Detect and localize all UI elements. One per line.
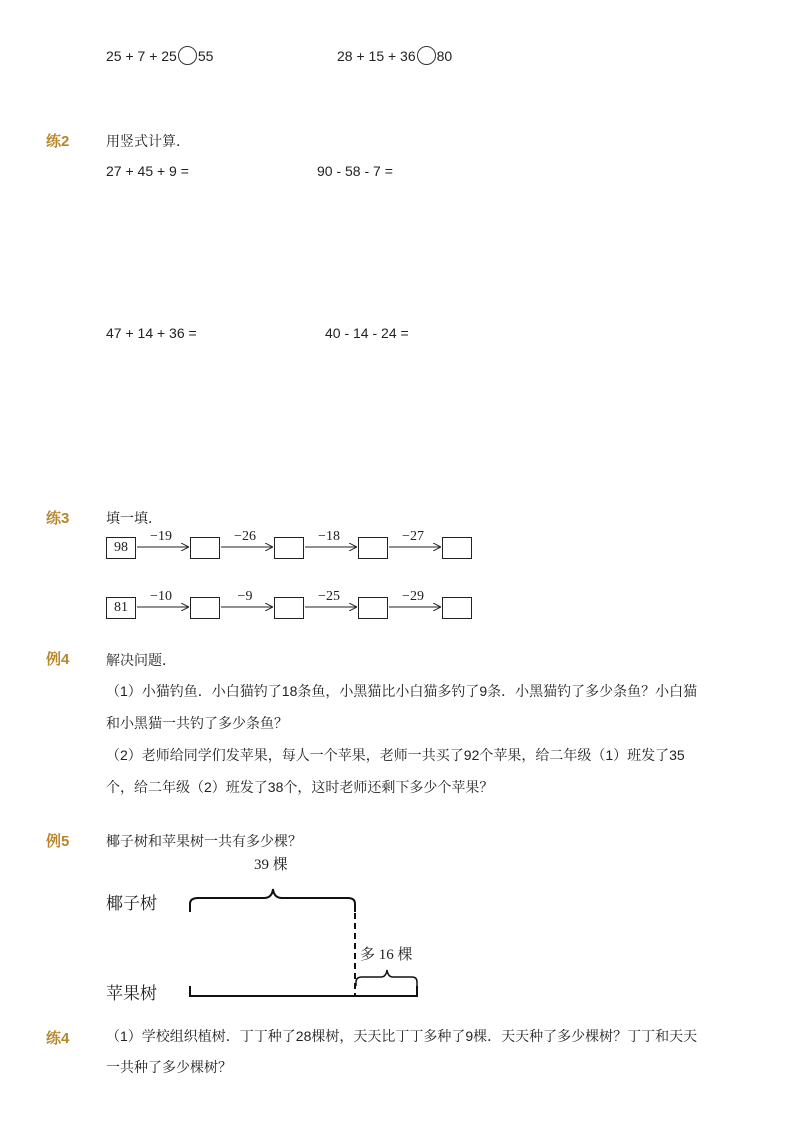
row1-op-1: −19 [150,529,172,544]
extra-bracket [356,970,417,986]
example4-p1-line2: 和小黑猫一共钓了多少条鱼？ [106,715,288,731]
example4-p2-line2: 个，给二年级（2）班发了38个，这时老师还剩下多少个苹果？ [106,779,494,795]
ex2-question-3: 47 + 14 + 36 = [106,325,197,341]
compare-left-expr: 25 + 7 + 25 [106,48,177,64]
row2-op-4: −29 [402,589,424,604]
compare-right-value: 80 [436,48,453,64]
example4-p2-line1: （2）老师给同学们发苹果，每人一个苹果，老师一共买了92个苹果，给二年级（1）班发了35 [106,747,685,763]
ex4-p1-line1: （1）学校组织植树．丁丁种了28棵树，天天比丁丁多种了9棵．天天种了多少棵树？丁丁和天天 [106,1028,698,1044]
example4-p1-line1: （1）小猫钓鱼．小白猫钓了18条鱼，小黑猫比小白猫多钓了9条．小黑猫钓了多少条鱼？小白猫 [106,683,698,699]
ex3-label: 练3 [46,510,70,527]
coconut-count-label: 39 棵 [254,857,288,873]
ex2-instruction: 用竖式计算． [106,133,190,149]
apple-bar [190,986,417,996]
coconut-label: 椰子树 [106,894,157,913]
ex2-question-1: 27 + 45 + 9 = [106,163,189,179]
compare-left-value: 55 [197,48,214,64]
more-label: 多 16 棵 [360,947,413,963]
example5-question: 椰子树和苹果树一共有多少棵？ [106,833,302,849]
ex2-question-2: 90 - 58 - 7 = [317,163,393,179]
example4-label: 例4 [46,651,70,668]
row1-op-4: −27 [402,529,424,544]
row2-op-2: −9 [237,589,253,604]
ex2-question-4: 40 - 14 - 24 = [325,325,409,341]
ex4-label: 练4 [46,1030,70,1047]
example4-instruction: 解决问题． [106,652,176,668]
row2-op-3: −25 [318,589,340,604]
apple-label: 苹果树 [106,984,157,1003]
row1-op-2: −26 [234,529,256,544]
ex3-instruction: 填一填． [106,510,162,526]
coconut-bracket [190,889,355,912]
row2-op-1: −10 [150,589,172,604]
row1-start-box: 98 [106,537,136,559]
ex4-p1-line2: 一共种了多少棵树？ [106,1059,232,1075]
compare-right-expr: 28 + 15 + 36 [337,48,416,64]
example5-label: 例5 [46,833,70,850]
row1-op-3: −18 [318,529,340,544]
ex2-label: 练2 [46,133,70,150]
row2-start-box: 81 [106,597,136,619]
